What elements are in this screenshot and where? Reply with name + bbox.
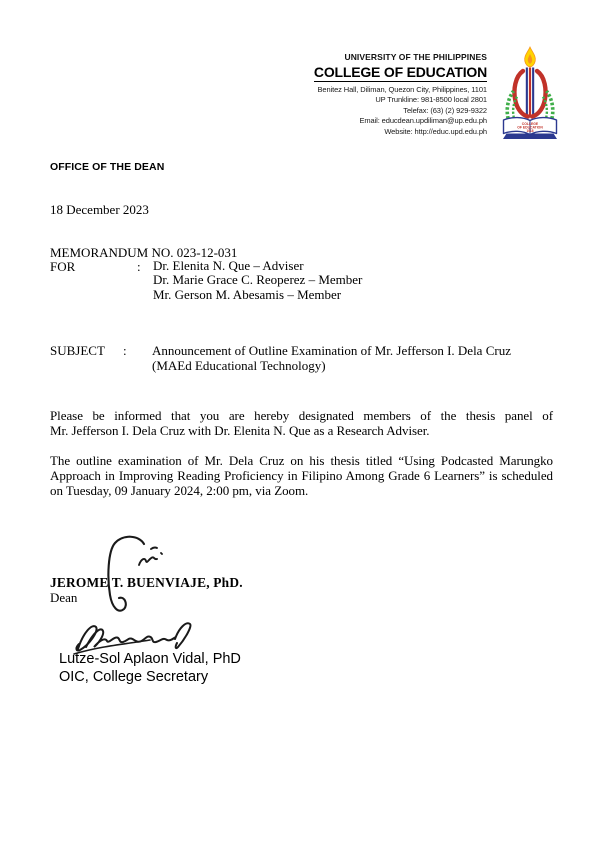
recipient-member-1: Dr. Marie Grace C. Reoperez – Member xyxy=(153,272,363,288)
for-colon: : xyxy=(137,259,141,274)
letterhead-trunkline: UP Trunkline: 981-8500 local 2801 xyxy=(375,95,487,105)
signatory-2-name: Lutze-Sol Aplaon Vidal, PhD xyxy=(59,651,241,667)
subject-text xyxy=(152,343,511,373)
memo-date: 18 December 2023 xyxy=(50,202,149,217)
subject-colon: : xyxy=(123,343,127,358)
subject-block xyxy=(50,343,511,373)
letterhead xyxy=(314,52,487,137)
body-paragraph-2 xyxy=(50,453,553,499)
paragraph-line: on Tuesday, 09 January 2024, 2:00 pm, via Zoom. xyxy=(50,483,309,499)
recipient-member-2: Mr. Gerson M. Abesamis – Member xyxy=(153,286,342,302)
subject-line-1: Announcement of Outline Examination of Mr. Jefferson I. Dela Cruz xyxy=(152,343,511,358)
letterhead-email: Email: educdean.updiliman@up.edu.ph xyxy=(359,116,487,126)
letterhead-telefax: Telefax: (63) (2) 929-9322 xyxy=(403,105,487,115)
college-name: COLLEGE OF EDUCATION xyxy=(313,64,487,80)
paragraph-line: The outline examination of Mr. Dela Cruz on his thesis titled “Using Podcasted Marungko xyxy=(50,453,553,468)
signatory-2-title: OIC, College Secretary xyxy=(59,669,209,685)
body-paragraph-1 xyxy=(50,408,553,438)
university-name: UNIVERSITY OF THE PHILIPPINES xyxy=(344,52,487,62)
for-block xyxy=(50,259,362,302)
office-of-the-dean-heading: OFFICE OF THE DEAN xyxy=(50,161,165,173)
signatory-1-name: JEROME T. BUENVIAJE, PhD. xyxy=(50,575,243,590)
paragraph-line: Mr. Jefferson I. Dela Cruz with Dr. Elenita N. Que as a Research Adviser. xyxy=(50,423,430,439)
subject-line-2: (MAEd Educational Technology) xyxy=(152,358,326,373)
for-label: FOR xyxy=(50,259,76,274)
subject-label: SUBJECT xyxy=(50,343,105,358)
paragraph-line: Approach in Improving Reading Proficiency in Filipino Among Grade 6 Learners” is scheduled xyxy=(50,468,553,484)
letterhead-address: Benitez Hall, Diliman, Quezon City, Philippines, 1101 xyxy=(317,85,487,94)
signatory-1-title: Dean xyxy=(50,590,78,605)
memorandum-number: MEMORANDUM NO. 023-12-031 xyxy=(50,245,238,260)
recipient-list xyxy=(153,259,362,302)
up-college-of-education-seal-icon xyxy=(497,46,563,147)
seal-book-text-line2: OF EDUCATION xyxy=(517,125,543,130)
letterhead-website: Website: http://educ.upd.edu.ph xyxy=(384,126,487,136)
seal-book-text-line1: COLLEGE xyxy=(521,122,539,127)
recipient-adviser: Dr. Elenita N. Que – Adviser xyxy=(153,258,304,273)
seal-book-text-line3: 1918 xyxy=(526,129,534,133)
paragraph-line: Please be informed that you are hereby designated members of the thesis panel of xyxy=(50,408,553,423)
